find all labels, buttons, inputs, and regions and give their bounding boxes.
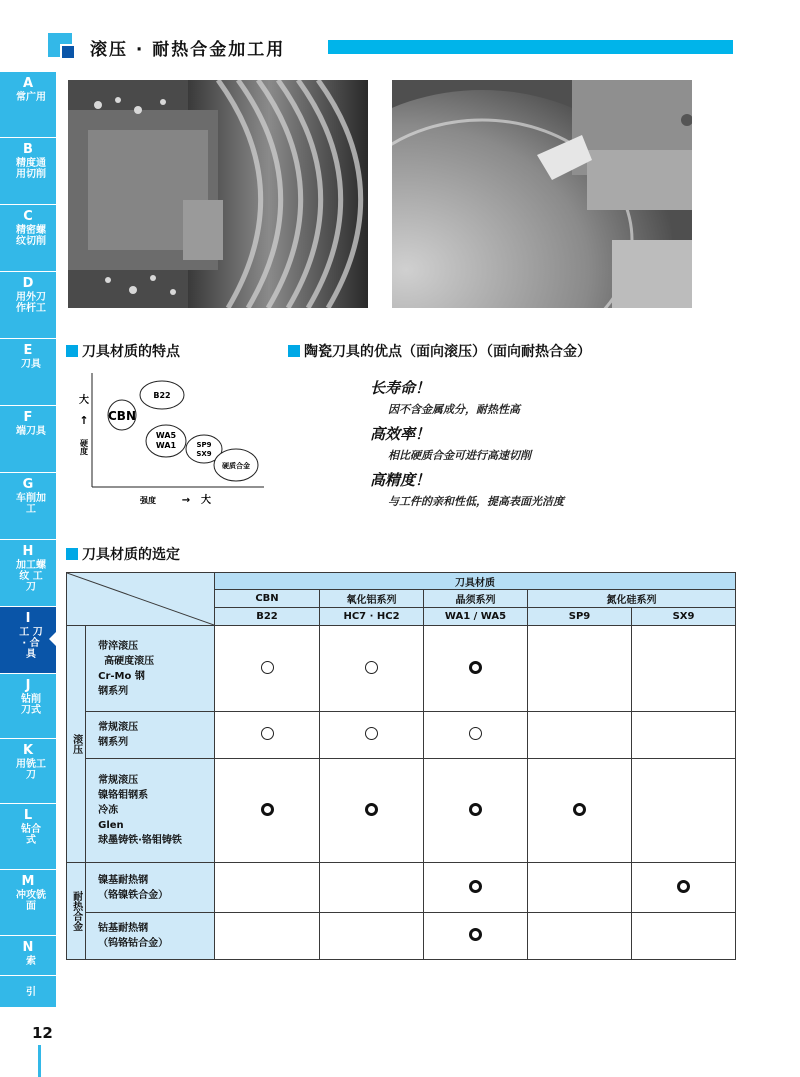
rating-cell	[424, 759, 528, 863]
best-circle-icon	[469, 880, 482, 893]
rating-cell	[424, 913, 528, 960]
rating-cell	[528, 626, 632, 712]
tab-letter: F	[23, 410, 33, 425]
merit-title: 长寿命！	[370, 379, 431, 397]
merit-description: 因不含金属成分，耐热性高	[388, 403, 520, 416]
table-row	[67, 913, 736, 960]
best-circle-icon	[469, 928, 482, 941]
table-corner-cell	[67, 573, 215, 626]
condition-line: Glen	[98, 820, 124, 831]
section-tab-strip	[0, 72, 56, 1007]
y-axis-arrow: ↑	[79, 414, 89, 427]
group-label-rolling: 滚压	[67, 626, 86, 863]
section-tab-g[interactable]	[0, 473, 56, 540]
header-square-icon-inner	[60, 44, 76, 60]
heat-resistant-turning-photo	[392, 80, 692, 308]
good-circle-icon	[469, 727, 482, 740]
tab-label: 刀具	[21, 359, 41, 370]
best-circle-icon	[677, 880, 690, 893]
tab-label: 精度通用切削	[16, 158, 46, 180]
tab-letter: G	[22, 477, 34, 492]
rating-cell	[632, 913, 736, 960]
condition-line: 镍铬钼钢系	[98, 790, 149, 801]
tab-letter: A	[22, 76, 34, 91]
table-row	[67, 712, 736, 759]
condition-line: 钢系列	[98, 737, 129, 748]
tab-letter: M	[21, 874, 35, 889]
merits-list	[370, 372, 730, 515]
best-circle-icon	[365, 803, 378, 816]
tab-letter: B	[23, 142, 33, 157]
tab-letter: C	[23, 209, 33, 224]
family-header-alumina: 氧化铝系列	[320, 590, 424, 607]
tab-letter: H	[22, 544, 34, 559]
good-circle-icon	[365, 661, 378, 674]
condition-line: 钴基耐热钢	[98, 923, 149, 934]
best-circle-icon	[469, 803, 482, 816]
rating-cell	[320, 863, 424, 913]
rating-cell	[320, 712, 424, 759]
best-circle-icon	[469, 661, 482, 674]
section-tab-a[interactable]	[0, 72, 56, 138]
tab-label: 索	[26, 956, 36, 967]
merit-description: 相比硬质合金可进行高速切削	[388, 449, 531, 462]
good-circle-icon	[261, 727, 274, 740]
wa5-label: WA5	[155, 431, 177, 440]
selection-heading-text: 刀具材质的选定	[82, 547, 180, 563]
condition-cell	[86, 759, 215, 863]
tab-label: 用铣工刀	[16, 759, 46, 781]
rating-cell	[215, 712, 320, 759]
family-header-silicon-nitride: 氮化硅系列	[528, 590, 736, 607]
features-heading-text: 刀具材质的特点	[82, 344, 180, 360]
condition-cell	[86, 712, 215, 759]
section-tab-f[interactable]	[0, 406, 56, 473]
tab-letter: L	[23, 808, 33, 823]
rating-cell	[215, 913, 320, 960]
section-tab-j[interactable]	[0, 674, 56, 739]
condition-line: 钢系列	[98, 685, 129, 697]
section-tab-c[interactable]	[0, 205, 56, 272]
tab-label: 加工螺纹 工刀	[16, 560, 46, 593]
grade-header-wa: WA1 / WA5	[424, 607, 528, 625]
heading-square-icon	[66, 345, 78, 357]
rating-cell	[424, 626, 528, 712]
rating-cell	[215, 759, 320, 863]
material-group-header: 刀具材质	[215, 573, 736, 590]
grade-header-sp9: SP9	[528, 607, 632, 625]
tab-label: 冲攻铣面	[16, 890, 46, 912]
table-row	[67, 626, 736, 712]
grade-header-b22: B22	[215, 607, 320, 625]
sp9-label: SP9	[196, 441, 212, 449]
roller-grooving-photo	[68, 80, 368, 308]
condition-cell	[86, 626, 215, 712]
good-circle-icon	[365, 727, 378, 740]
tab-label: 引	[26, 987, 36, 998]
section-tab-index[interactable]	[0, 976, 56, 1007]
best-circle-icon	[573, 803, 586, 816]
tab-letter: N	[22, 940, 34, 955]
merit-title: 高精度！	[370, 471, 431, 489]
condition-cell	[86, 913, 215, 960]
merit-description: 与工件的亲和性低，提高表面光洁度	[388, 495, 564, 508]
y-axis-label-top: 大	[79, 395, 89, 406]
section-tab-l[interactable]	[0, 804, 56, 870]
tab-letter: E	[23, 343, 33, 358]
section-tab-e[interactable]	[0, 339, 56, 406]
x-axis-label-end: 大	[201, 495, 211, 506]
tab-letter: I	[25, 611, 31, 626]
table-row	[67, 863, 736, 913]
condition-line: 带淬滚压	[98, 640, 139, 652]
section-tab-m[interactable]	[0, 870, 56, 936]
tab-letter: J	[25, 678, 31, 693]
rating-cell	[424, 712, 528, 759]
merits-heading	[288, 341, 591, 361]
condition-line: 冷冻	[98, 805, 119, 816]
condition-line: 常规滚压	[98, 775, 139, 786]
rating-cell	[528, 712, 632, 759]
rating-cell	[632, 626, 736, 712]
header-rule	[328, 40, 733, 54]
heading-square-icon	[66, 548, 78, 560]
b22-label: B22	[153, 391, 171, 400]
grade-header-hc: HC7 · HC2	[320, 607, 424, 625]
section-tab-b[interactable]	[0, 138, 56, 205]
section-tab-n[interactable]	[0, 936, 56, 976]
section-tab-k[interactable]	[0, 739, 56, 804]
good-circle-icon	[261, 661, 274, 674]
condition-line: 常规滚压	[98, 722, 139, 733]
condition-line: 高硬度滚压	[104, 655, 155, 667]
tab-letter: D	[22, 276, 34, 291]
rating-cell	[320, 626, 424, 712]
merits-heading-text: 陶瓷刀具的优点（面向滚压）（面向耐热合金）	[304, 344, 591, 360]
rating-cell	[632, 759, 736, 863]
tab-label: 常广用	[16, 92, 46, 103]
rating-cell	[528, 759, 632, 863]
condition-line: Cr-Mo 钢	[98, 670, 145, 682]
page-title: 滚压 · 耐热合金加工用	[90, 40, 286, 60]
condition-line: （钨铬钴合金）	[98, 938, 169, 949]
cbn-label: CBN	[108, 409, 136, 423]
rating-cell	[215, 863, 320, 913]
tab-label: 用外刀作杆工	[16, 292, 46, 314]
heading-square-icon	[288, 345, 300, 357]
selection-heading	[66, 544, 180, 564]
sx9-label: SX9	[196, 450, 212, 458]
y-axis-label: 硬度	[79, 439, 89, 455]
rating-cell	[528, 913, 632, 960]
rating-cell	[320, 913, 424, 960]
condition-cell	[86, 863, 215, 913]
carbide-label: 硬质合金	[222, 462, 250, 470]
features-heading	[66, 341, 180, 361]
tab-letter: K	[22, 743, 34, 758]
material-selection-table	[66, 572, 736, 960]
rating-cell	[632, 712, 736, 759]
wa1-label: WA1	[155, 441, 177, 450]
family-header-whisker: 晶须系列	[424, 590, 528, 607]
tab-label: 车削加工	[16, 493, 46, 515]
x-axis-arrow: →	[181, 495, 191, 506]
grade-header-sx9: SX9	[632, 607, 736, 625]
material-characteristics-diagram	[68, 365, 268, 515]
rating-cell	[320, 759, 424, 863]
tab-label: 钻削 刀式	[21, 694, 41, 716]
condition-line: （铬镍铁合金）	[98, 889, 169, 901]
section-tab-d[interactable]	[0, 272, 56, 339]
condition-line: 球墨铸铁·铬钼铸铁	[98, 835, 182, 846]
family-header-cbn: CBN	[215, 590, 320, 607]
tab-label: 端刀具	[16, 426, 46, 437]
tab-label: 钻合 式	[21, 824, 41, 846]
rating-cell	[424, 863, 528, 913]
rating-cell	[632, 863, 736, 913]
page-number: 12	[32, 1024, 53, 1042]
section-tab-h[interactable]	[0, 540, 56, 607]
table-row	[67, 759, 736, 863]
condition-line: 镍基耐热钢	[98, 874, 149, 886]
tab-label: 精密螺纹切削	[16, 225, 46, 247]
section-tab-i[interactable]	[0, 607, 56, 674]
merit-title: 高效率！	[370, 425, 431, 443]
rating-cell	[528, 863, 632, 913]
tab-label: 工 刀 · 合 具	[19, 627, 43, 660]
page-number-rule	[38, 1045, 41, 1077]
rating-cell	[215, 626, 320, 712]
x-axis-label: 强度	[140, 496, 156, 505]
group-label-heat-resistant: 耐热合金	[67, 863, 86, 960]
best-circle-icon	[261, 803, 274, 816]
